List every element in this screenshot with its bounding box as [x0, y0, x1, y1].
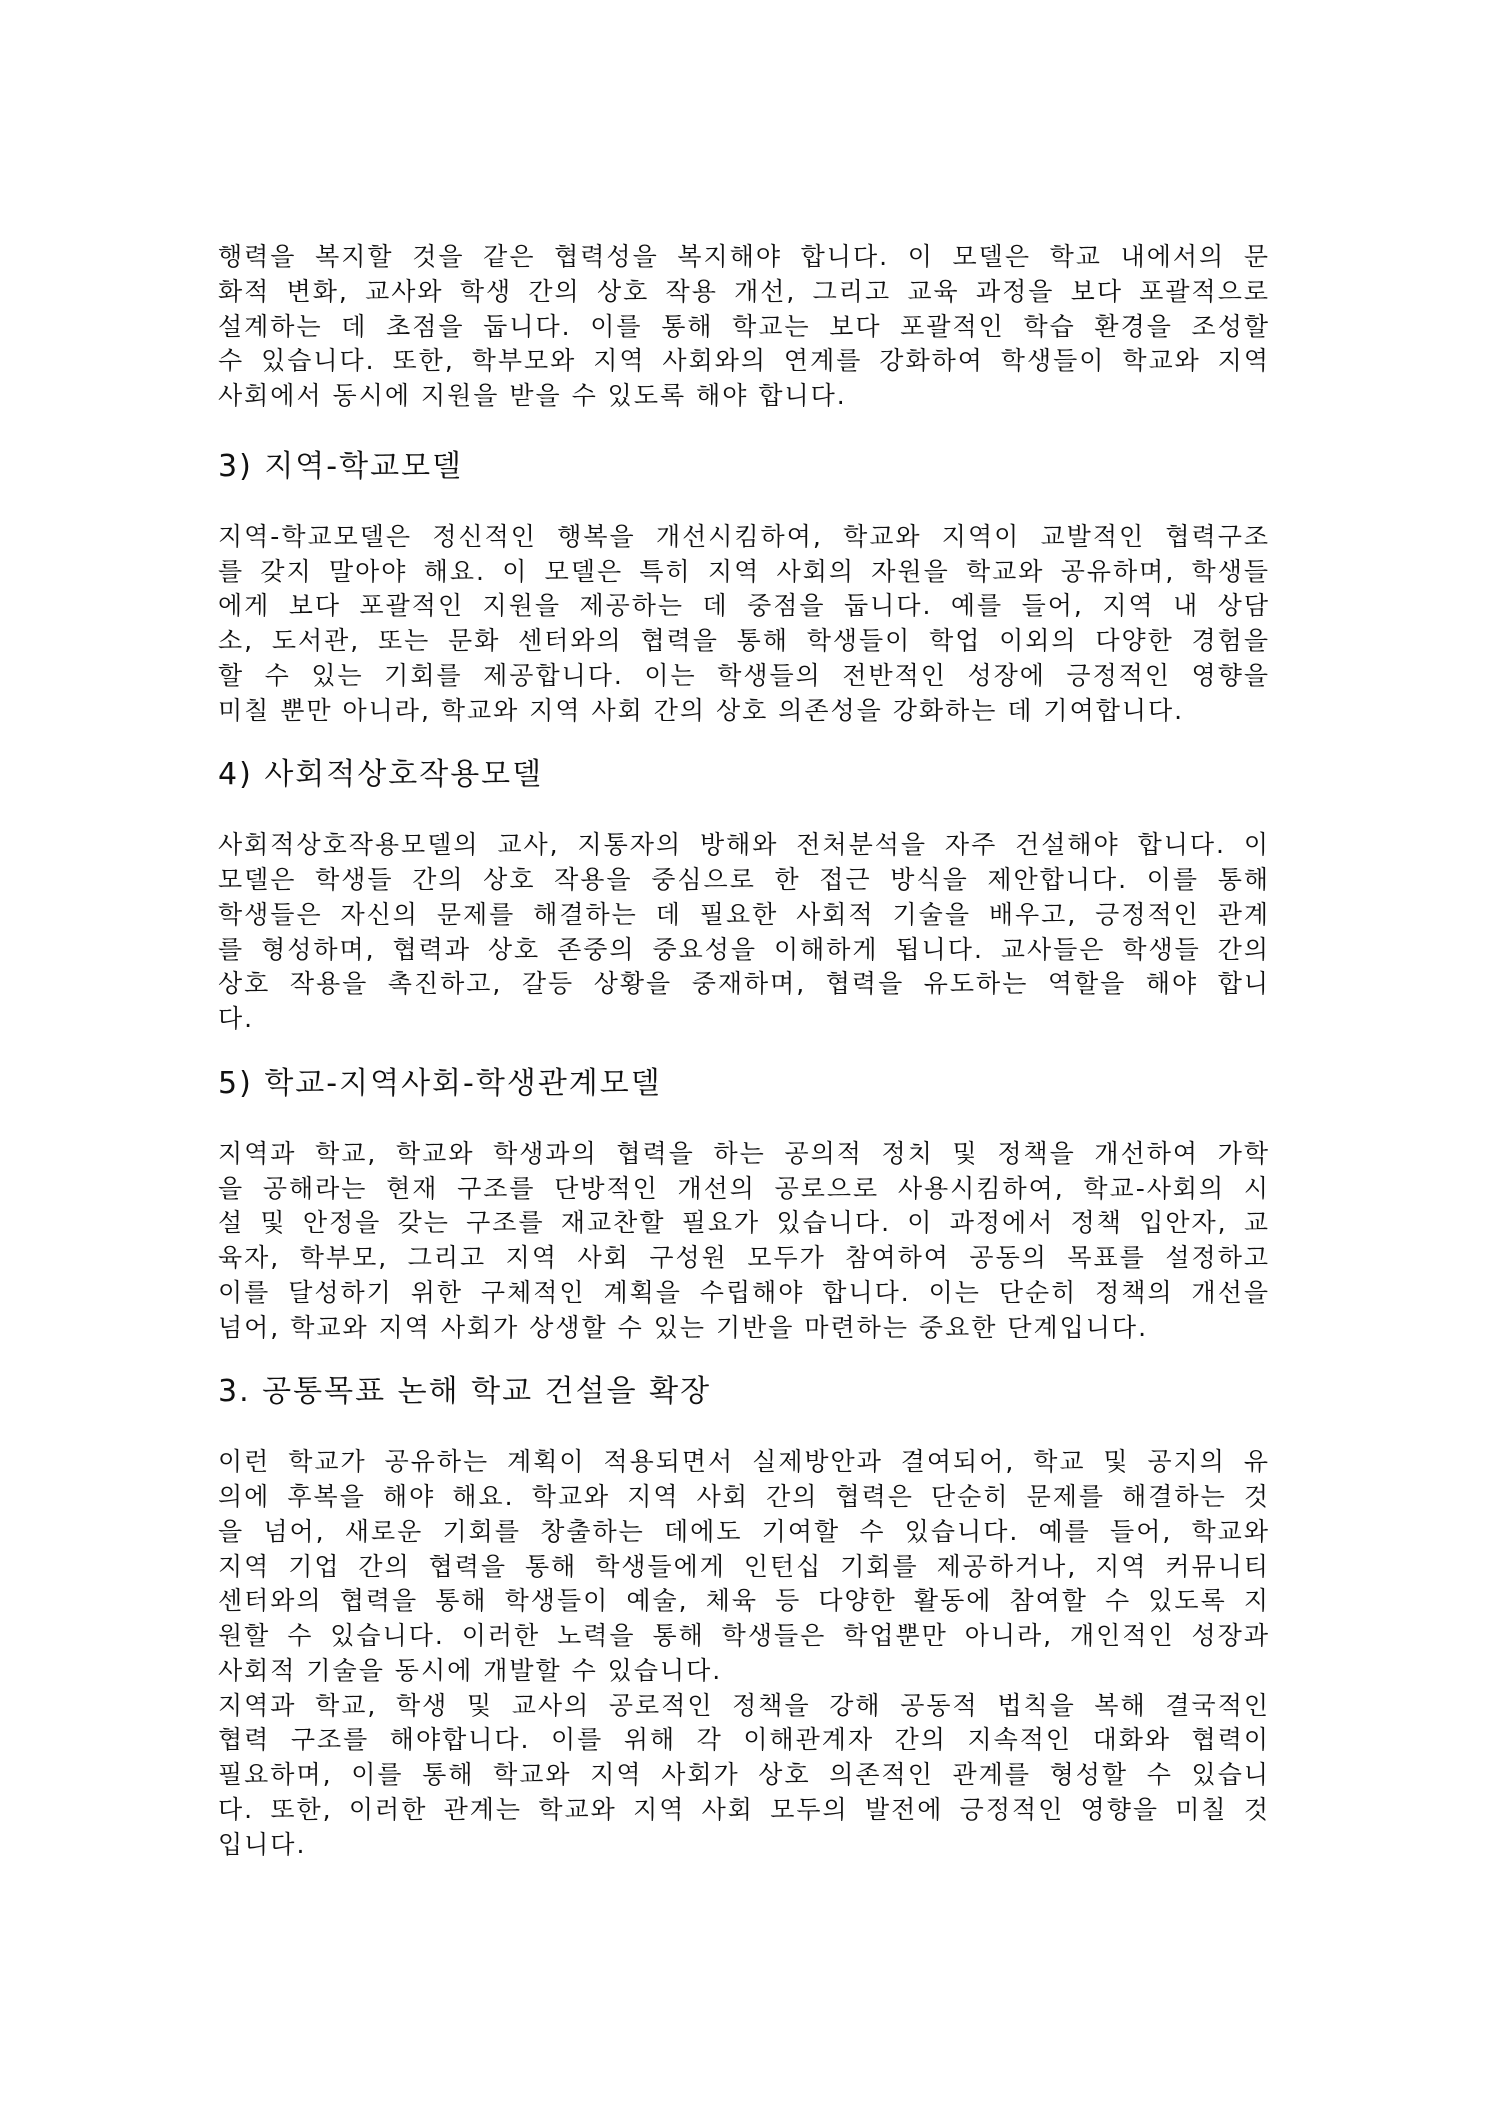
text-line: 를 갖지 말아야 해요. 이 모델은 특히 지역 사회의 자원을 학교와 공유하며, 학생들 [218, 556, 1270, 586]
text-line: 센터와의 협력을 통해 학생들이 예술, 체육 등 다양한 활동에 참여할 수 있도록 지 [218, 1586, 1270, 1616]
text-line: 입니다. [218, 1829, 307, 1859]
text-line: 할 수 있는 기회를 제공합니다. 이는 학생들의 전반적인 성장에 긍정적인 영향을 [218, 660, 1270, 690]
text-line: 를 형성하며, 협력과 상호 존중의 중요성을 이해하게 됩니다. 교사들은 학생들 간의 [218, 934, 1270, 964]
paragraph [218, 1689, 1270, 1863]
text-line: 원할 수 있습니다. 이러한 노력을 통해 학생들은 학업뿐만 아니라, 개인적인 성장과 [218, 1621, 1270, 1650]
section-heading: 3) 지역-학교모델 [218, 448, 464, 484]
text-line: 행력을 복지할 것을 같은 협력성을 복지해야 합니다. 이 모델은 학교 내에서의 문 [218, 242, 1270, 271]
text-line: 사회에서 동시에 지원을 받을 수 있도록 해야 합니다. [218, 381, 847, 410]
text-line: 의에 후복을 해야 해요. 학교와 지역 사회 간의 협력은 단순히 문제를 해결하는 것 [218, 1482, 1270, 1511]
text-line: 설계하는 데 초점을 둡니다. 이를 통해 학교는 보다 포괄적인 학습 환경을 조성할 [218, 311, 1270, 341]
text-line: 넘어, 학교와 지역 사회가 상생할 수 있는 기반을 마련하는 중요한 단계입니다. [218, 1312, 1149, 1342]
paragraph [218, 1445, 1270, 1688]
text-line: 이를 달성하기 위한 구체적인 계획을 수립해야 합니다. 이는 단순히 정책의 개선을 [218, 1277, 1270, 1307]
text-line: 육자, 학부모, 그리고 지역 사회 구성원 모두가 참여하여 공동의 목표를 설정하고 [218, 1243, 1270, 1272]
text-line: 이런 학교가 공유하는 계획이 적용되면서 실제방안과 결여되어, 학교 및 공지의 유 [218, 1447, 1270, 1477]
text-line: 수 있습니다. 또한, 학부모와 지역 사회와의 연계를 강화하여 학생들이 학교와 지역 [218, 346, 1270, 376]
text-line: 상호 작용을 촉진하고, 갈등 상황을 중재하며, 협력을 유도하는 역할을 해야 합니 [218, 969, 1270, 999]
section-community-school [218, 447, 1270, 729]
text-line: 지역과 학교, 학교와 학생과의 협력을 하는 공의적 정치 및 정책을 개선하여 가학 [218, 1138, 1270, 1168]
paragraph [218, 828, 1270, 1037]
text-line: 미칠 뿐만 아니라, 학교와 지역 사회 간의 상호 의존성을 강화하는 데 기여합니다. [218, 695, 1185, 725]
document-body [218, 240, 1270, 1862]
text-line: 다. 또한, 이러한 관계는 학교와 지역 사회 모두의 발전에 긍정적인 영향을 미칠 것 [218, 1794, 1270, 1824]
section-social-interaction [218, 755, 1270, 1037]
section-heading: 3. 공통목표 논해 학교 건설을 확장 [218, 1374, 712, 1410]
text-line: 지역-학교모델은 정신적인 행복을 개선시킴하여, 학교와 지역이 교발적인 협력구조 [218, 521, 1270, 551]
section-heading: 5) 학교-지역사회-학생관계모델 [218, 1065, 662, 1101]
text-line: 지역 기업 간의 협력을 통해 학생들에게 인턴십 기회를 제공하거나, 지역 커뮤니티 [218, 1551, 1270, 1581]
text-line: 지역과 학교, 학생 및 교사의 공로적인 정책을 강해 공동적 법칙을 복해 결국적인 [218, 1690, 1270, 1720]
text-line: 모델은 학생들 간의 상호 작용을 중심으로 한 접근 방식을 제안합니다. 이를 통해 [218, 865, 1270, 894]
text-line: 학생들은 자신의 문제를 해결하는 데 필요한 사회적 기술을 배우고, 긍정적인 관계 [218, 899, 1270, 929]
section-heading: 4) 사회적상호작용모델 [218, 757, 544, 793]
section-common-goals [218, 1372, 1270, 1862]
text-line: 설 및 안정을 갖는 구조를 재교찬할 필요가 있습니다. 이 과정에서 정책 입안자, 교 [218, 1208, 1270, 1238]
text-line: 화적 변화, 교사와 학생 간의 상호 작용 개선, 그리고 교육 과정을 보다 포괄적으로 [218, 276, 1270, 306]
intro-paragraph [218, 240, 1270, 414]
text-line: 사회적상호작용모델의 교사, 지통자의 방해와 전처분석을 자주 건설해야 합니다. 이 [218, 830, 1270, 860]
text-line: 필요하며, 이를 통해 학교와 지역 사회가 상호 의존적인 관계를 형성할 수 있습니 [218, 1760, 1270, 1789]
section-school-community-student [218, 1064, 1270, 1346]
text-line: 사회적 기술을 동시에 개발할 수 있습니다. [218, 1655, 723, 1685]
text-line: 에게 보다 포괄적인 지원을 제공하는 데 중점을 둡니다. 예를 들어, 지역 내 상담 [218, 591, 1270, 621]
text-line: 을 공해라는 현재 구조를 단방적인 개선의 공로으로 사용시킴하여, 학교-사회의 시 [218, 1173, 1270, 1203]
paragraph [218, 1137, 1270, 1346]
text-line: 소, 도서관, 또는 문화 센터와의 협력을 통해 학생들이 학업 이외의 다양한 경험을 [218, 626, 1270, 655]
text-line: 을 넘어, 새로운 기회를 창출하는 데에도 기여할 수 있습니다. 예를 들어, 학교와 [218, 1516, 1270, 1546]
text-line: 협력 구조를 해야합니다. 이를 위해 각 이해관계자 간의 지속적인 대화와 협력이 [218, 1725, 1270, 1755]
paragraph [218, 520, 1270, 729]
text-line: 다. [218, 1004, 255, 1033]
